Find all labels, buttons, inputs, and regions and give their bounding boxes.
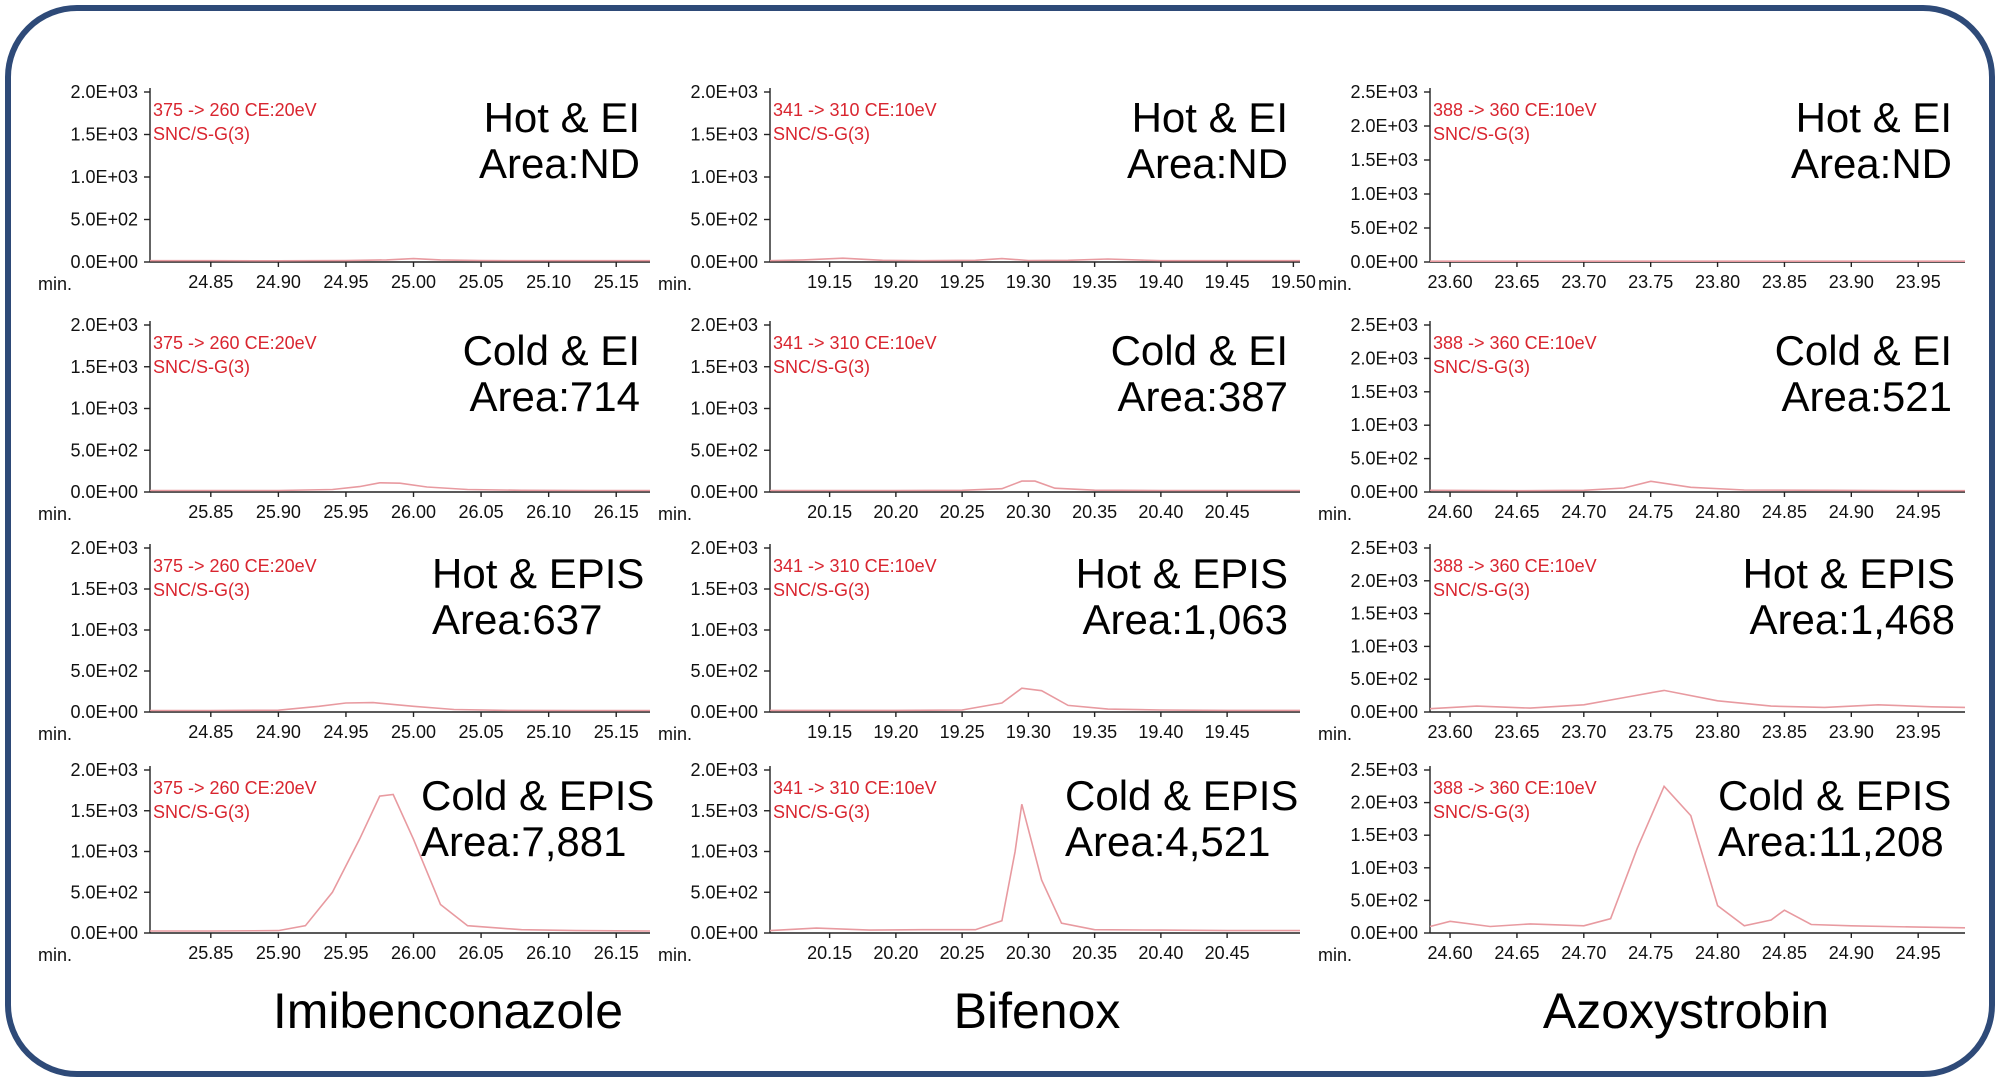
panel-2-1-x-tick-label: 25.95 — [323, 502, 369, 522]
panel-3-3-trace — [1430, 690, 1965, 708]
panel-4-1-area: Area:7,881 — [421, 818, 627, 865]
panel-4-1-y-tick-label: 1.5E+03 — [70, 800, 138, 821]
panel-4-3-x-tick-label: 24.95 — [1895, 943, 1941, 963]
panel-1-1-y-tick-label: 1.5E+03 — [70, 124, 138, 145]
panel-4-1-y-tick-label: 2.0E+03 — [70, 760, 138, 780]
panel-3-1-trace — [150, 703, 650, 711]
panel-3-3-method: SNC/S-G(3) — [1433, 580, 1531, 600]
panel-2-3-y-tick-label: 1.5E+03 — [1350, 381, 1418, 402]
compound-label-2: Bifenox — [953, 983, 1121, 1039]
panel-3-3-x-tick-label: 23.85 — [1761, 722, 1807, 742]
panel-3-3-y-tick-label: 2.0E+03 — [1350, 570, 1418, 591]
panel-3-1-x-tick-label: 24.90 — [255, 722, 301, 742]
panel-2-2-x-tick-label: 20.40 — [1138, 502, 1184, 522]
panel-3-2-condition: Hot & EPIS — [1075, 550, 1288, 597]
panel-4-2-x-tick-label: 20.30 — [1005, 943, 1051, 963]
panel-2-2-y-tick-label: 0.0E+00 — [690, 482, 758, 502]
panel-3-3-y-tick-label: 2.5E+03 — [1350, 538, 1418, 558]
compound-label-1: Imibenconazole — [272, 983, 624, 1039]
panel-2-3-x-tick-label: 24.65 — [1494, 502, 1540, 522]
panel-2-2-area: Area:387 — [1117, 373, 1288, 420]
panel-1-1-y-tick-label: 0.0E+00 — [70, 252, 138, 272]
panel-1-2-x-tick-label: 19.25 — [939, 272, 985, 292]
panel-4-2-x-tick-label: 20.15 — [807, 943, 853, 963]
panel-1-2-x-tick-label: 19.45 — [1204, 272, 1250, 292]
panel-4-3-x-tick-label: 24.80 — [1695, 943, 1741, 963]
panel-2-1 — [38, 315, 650, 524]
panel-4-1-condition: Cold & EPIS — [421, 772, 655, 819]
panel-3-2-x-tick-label: 19.45 — [1204, 722, 1250, 742]
panel-2-2-x-tick-label: 20.45 — [1204, 502, 1250, 522]
panel-4-2-x-tick-label: 20.45 — [1204, 943, 1250, 963]
panel-4-3-x-tick-label: 24.90 — [1828, 943, 1874, 963]
panel-1-1-x-tick-label: 24.95 — [323, 272, 369, 292]
panel-4-2-y-tick-label: 1.5E+03 — [690, 800, 758, 821]
panel-4-1-y-tick-label: 5.0E+02 — [70, 882, 138, 903]
panel-1-1 — [38, 82, 650, 294]
panel-2-2-trace — [770, 481, 1300, 490]
panel-2-2-x-tick-label: 20.35 — [1072, 502, 1118, 522]
panel-2-1-area: Area:714 — [469, 373, 640, 420]
panel-3-1-x-tick-label: 25.15 — [593, 722, 639, 742]
panel-3-1-y-tick-label: 1.0E+03 — [70, 620, 138, 640]
panel-3-2-x-tick-label: 19.40 — [1138, 722, 1184, 742]
panel-3-1-area: Area:637 — [432, 596, 603, 643]
panel-1-1-y-tick-label: 5.0E+02 — [70, 209, 138, 230]
panel-2-1-method: SNC/S-G(3) — [153, 357, 251, 377]
panel-4-3-x-tick-label: 24.65 — [1494, 943, 1540, 963]
panel-1-1-area: Area:ND — [478, 140, 640, 187]
panel-4-2-condition: Cold & EPIS — [1065, 772, 1299, 819]
panel-1-1-condition: Hot & EI — [483, 94, 640, 141]
panel-3-2-x-tick-label: 19.30 — [1005, 722, 1051, 742]
panel-3-2-x-tick-label: 19.15 — [807, 722, 853, 742]
panel-4-3-method: SNC/S-G(3) — [1433, 802, 1531, 822]
panel-3-3 — [1318, 538, 1965, 744]
panel-1-3-transition: 388 -> 360 CE:10eV — [1433, 100, 1597, 120]
panel-1-3-x-tick-label: 23.75 — [1628, 272, 1674, 292]
panel-3-2-y-tick-label: 1.5E+03 — [690, 579, 758, 599]
panel-3-3-y-tick-label: 1.0E+03 — [1350, 636, 1418, 657]
panel-2-3-y-tick-label: 2.0E+03 — [1350, 348, 1418, 369]
panel-4-3-condition: Cold & EPIS — [1718, 772, 1952, 819]
panel-4-1-x-tick-label: 25.90 — [255, 943, 301, 963]
panel-3-3-condition: Hot & EPIS — [1742, 550, 1955, 597]
panel-3-3-area: Area:1,468 — [1749, 596, 1955, 643]
panel-2-2 — [658, 315, 1300, 524]
panel-2-3-x-tick-label: 24.95 — [1895, 502, 1941, 522]
panel-3-1-x-tick-label: 24.85 — [188, 722, 234, 742]
panel-3-3-x-tick-label: 23.95 — [1895, 722, 1941, 742]
panel-1-3-x-tick-label: 23.80 — [1695, 272, 1741, 292]
panel-2-3-method: SNC/S-G(3) — [1433, 357, 1531, 377]
panel-1-3-method: SNC/S-G(3) — [1433, 124, 1531, 144]
panel-4-3-y-tick-label: 5.0E+02 — [1350, 890, 1418, 911]
panel-2-3-x-tick-label: 24.75 — [1628, 502, 1674, 522]
panel-2-3-y-tick-label: 0.0E+00 — [1350, 482, 1418, 502]
panel-3-1-x-tick-label: 25.05 — [458, 722, 504, 742]
panel-4-1-x-tick-label: 26.10 — [526, 943, 572, 963]
panel-2-2-x-tick-label: 20.20 — [873, 502, 919, 522]
panel-3-2-y-tick-label: 5.0E+02 — [690, 661, 758, 681]
panel-4-2-area: Area:4,521 — [1065, 818, 1271, 865]
panel-4-3 — [1318, 760, 1965, 965]
panel-1-1-x-tick-label: 25.10 — [526, 272, 572, 292]
panel-4-2-y-tick-label: 0.0E+00 — [690, 923, 758, 943]
panel-3-1-x-unit: min. — [38, 724, 73, 744]
panel-1-3-x-tick-label: 23.95 — [1895, 272, 1941, 292]
panel-3-1-method: SNC/S-G(3) — [153, 580, 251, 600]
panel-1-2-condition: Hot & EI — [1131, 94, 1288, 141]
panel-4-3-y-tick-label: 2.0E+03 — [1350, 792, 1418, 813]
panel-1-2-x-tick-label: 19.30 — [1005, 272, 1051, 292]
panel-2-3-y-tick-label: 5.0E+02 — [1350, 448, 1418, 469]
panel-3-3-y-tick-label: 1.5E+03 — [1350, 603, 1418, 624]
panel-3-2-transition: 341 -> 310 CE:10eV — [773, 556, 937, 576]
panel-1-1-y-tick-label: 1.0E+03 — [70, 167, 138, 187]
panel-3-3-x-unit: min. — [1318, 724, 1353, 744]
panel-2-3-area: Area:521 — [1781, 373, 1952, 420]
panel-1-3-y-tick-label: 2.0E+03 — [1350, 116, 1418, 136]
panel-4-1 — [38, 760, 654, 965]
panel-3-2-x-tick-label: 19.20 — [873, 722, 919, 742]
panel-1-3-condition: Hot & EI — [1795, 94, 1952, 141]
panel-2-1-x-tick-label: 26.00 — [390, 502, 437, 522]
panel-4-2-y-tick-label: 2.0E+03 — [690, 760, 758, 780]
panel-2-3-x-tick-label: 24.70 — [1561, 502, 1607, 522]
panel-4-2-x-tick-label: 20.25 — [939, 943, 985, 963]
panel-1-3-x-unit: min. — [1318, 274, 1353, 294]
panel-2-1-x-tick-label: 26.15 — [593, 502, 639, 522]
panel-2-1-x-tick-label: 26.10 — [526, 502, 572, 522]
panel-2-3-x-tick-label: 24.60 — [1427, 502, 1473, 522]
panel-2-1-x-tick-label: 25.90 — [255, 502, 301, 522]
panel-2-1-x-tick-label: 25.85 — [188, 502, 234, 522]
panel-4-1-x-tick-label: 26.00 — [390, 943, 437, 963]
panel-4-3-x-tick-label: 24.60 — [1427, 943, 1473, 963]
panel-2-3-y-tick-label: 1.0E+03 — [1350, 415, 1418, 436]
panel-2-2-transition: 341 -> 310 CE:10eV — [773, 333, 937, 353]
panel-3-3-x-tick-label: 23.60 — [1427, 722, 1473, 742]
panel-1-2 — [658, 82, 1316, 294]
panel-1-3 — [1318, 82, 1965, 294]
panel-3-2 — [658, 538, 1300, 744]
panel-3-1 — [38, 538, 650, 744]
panel-3-3-x-tick-label: 23.65 — [1494, 722, 1540, 742]
panel-1-1-method: SNC/S-G(3) — [153, 124, 251, 144]
panel-2-1-transition: 375 -> 260 CE:20eV — [153, 333, 317, 353]
panel-4-2-method: SNC/S-G(3) — [773, 802, 871, 822]
panel-3-1-x-tick-label: 24.95 — [323, 722, 369, 742]
panel-2-1-trace — [150, 483, 650, 491]
panel-2-3-x-tick-label: 24.80 — [1695, 502, 1741, 522]
panel-3-1-y-tick-label: 2.0E+03 — [70, 538, 138, 558]
panel-3-1-x-tick-label: 25.00 — [390, 722, 437, 742]
panel-1-1-transition: 375 -> 260 CE:20eV — [153, 100, 317, 120]
panel-2-1-y-tick-label: 1.5E+03 — [70, 356, 138, 377]
compound-label-3: Azoxystrobin — [1542, 983, 1830, 1039]
panel-1-3-x-tick-label: 23.65 — [1494, 272, 1540, 292]
panel-4-3-y-tick-label: 1.5E+03 — [1350, 825, 1418, 846]
panel-2-3-x-unit: min. — [1318, 504, 1353, 524]
panel-1-2-x-unit: min. — [658, 274, 693, 294]
panel-4-3-y-tick-label: 0.0E+00 — [1350, 923, 1418, 943]
panel-1-2-x-tick-label: 19.20 — [873, 272, 919, 292]
panel-1-2-y-tick-label: 1.0E+03 — [690, 167, 758, 187]
panel-2-1-y-tick-label: 2.0E+03 — [70, 315, 138, 335]
panel-4-3-y-tick-label: 1.0E+03 — [1350, 857, 1418, 878]
panel-2-2-y-tick-label: 1.0E+03 — [690, 398, 758, 419]
panel-2-2-x-tick-label: 20.15 — [807, 502, 853, 522]
panel-4-1-x-tick-label: 25.95 — [323, 943, 369, 963]
panel-2-3-y-tick-label: 2.5E+03 — [1350, 315, 1418, 335]
panel-3-2-y-tick-label: 1.0E+03 — [690, 620, 758, 640]
panel-3-2-y-tick-label: 0.0E+00 — [690, 702, 758, 722]
panel-3-2-y-tick-label: 2.0E+03 — [690, 538, 758, 558]
panel-3-1-y-tick-label: 1.5E+03 — [70, 579, 138, 599]
panel-3-3-y-tick-label: 0.0E+00 — [1350, 702, 1418, 722]
panel-1-2-area: Area:ND — [1126, 140, 1288, 187]
panel-4-2-x-unit: min. — [658, 945, 693, 965]
panel-1-2-transition: 341 -> 310 CE:10eV — [773, 100, 937, 120]
panel-2-1-y-tick-label: 5.0E+02 — [70, 440, 138, 461]
panel-4-1-y-tick-label: 0.0E+00 — [70, 923, 138, 943]
panel-2-1-y-tick-label: 0.0E+00 — [70, 482, 138, 502]
panel-4-2-transition: 341 -> 310 CE:10eV — [773, 778, 937, 798]
panel-2-2-condition: Cold & EI — [1110, 327, 1288, 374]
panel-3-3-x-tick-label: 23.80 — [1695, 722, 1741, 742]
panel-2-3-condition: Cold & EI — [1774, 327, 1952, 374]
panel-4-2-y-tick-label: 5.0E+02 — [690, 882, 758, 903]
panel-4-1-x-unit: min. — [38, 945, 73, 965]
panel-1-1-x-tick-label: 24.90 — [255, 272, 301, 292]
panel-2-3-trace — [1430, 481, 1965, 490]
panel-1-3-y-tick-label: 1.5E+03 — [1350, 150, 1418, 170]
panel-1-1-x-unit: min. — [38, 274, 73, 294]
panel-1-2-x-tick-label: 19.40 — [1138, 272, 1184, 292]
panel-3-1-y-tick-label: 5.0E+02 — [70, 661, 138, 681]
panel-3-1-transition: 375 -> 260 CE:20eV — [153, 556, 317, 576]
panel-1-1-trace — [150, 259, 650, 261]
panel-2-3 — [1318, 315, 1965, 524]
panel-4-2 — [658, 760, 1300, 965]
panel-1-2-x-tick-label: 19.35 — [1072, 272, 1118, 292]
panel-1-3-x-tick-label: 23.60 — [1427, 272, 1473, 292]
panel-3-2-trace — [770, 688, 1300, 710]
panel-1-1-y-tick-label: 2.0E+03 — [70, 82, 138, 102]
panel-2-1-x-tick-label: 26.05 — [458, 502, 504, 522]
panel-3-2-area: Area:1,063 — [1082, 596, 1288, 643]
panel-3-1-y-tick-label: 0.0E+00 — [70, 702, 138, 722]
panel-2-3-x-tick-label: 24.85 — [1761, 502, 1807, 522]
panel-3-2-method: SNC/S-G(3) — [773, 580, 871, 600]
panel-1-2-x-tick-label: 19.15 — [807, 272, 853, 292]
panel-1-1-x-tick-label: 25.15 — [593, 272, 639, 292]
panel-4-2-x-tick-label: 20.20 — [873, 943, 919, 963]
panel-4-1-transition: 375 -> 260 CE:20eV — [153, 778, 317, 798]
panel-4-3-y-tick-label: 2.5E+03 — [1350, 760, 1418, 780]
panel-1-3-x-tick-label: 23.70 — [1561, 272, 1607, 292]
panel-4-1-y-tick-label: 1.0E+03 — [70, 841, 138, 862]
panel-2-2-method: SNC/S-G(3) — [773, 357, 871, 377]
panel-2-2-y-tick-label: 5.0E+02 — [690, 440, 758, 461]
panel-2-2-y-tick-label: 2.0E+03 — [690, 315, 758, 335]
panel-3-2-x-tick-label: 19.35 — [1072, 722, 1118, 742]
panel-4-3-x-unit: min. — [1318, 945, 1353, 965]
panel-1-3-x-tick-label: 23.85 — [1761, 272, 1807, 292]
panel-3-3-x-tick-label: 23.90 — [1828, 722, 1874, 742]
panel-2-1-condition: Cold & EI — [462, 327, 640, 374]
panel-4-3-area: Area:11,208 — [1718, 818, 1944, 865]
panel-4-2-x-tick-label: 20.35 — [1072, 943, 1118, 963]
panel-2-2-x-tick-label: 20.25 — [939, 502, 985, 522]
panel-2-3-x-tick-label: 24.90 — [1828, 502, 1874, 522]
panel-1-1-x-tick-label: 25.05 — [458, 272, 504, 292]
panel-4-1-x-tick-label: 25.85 — [188, 943, 234, 963]
panel-4-3-x-tick-label: 24.75 — [1628, 943, 1674, 963]
panel-3-2-x-unit: min. — [658, 724, 693, 744]
panel-2-3-transition: 388 -> 360 CE:10eV — [1433, 333, 1597, 353]
panel-3-2-x-tick-label: 19.25 — [939, 722, 985, 742]
panel-1-2-y-tick-label: 1.5E+03 — [690, 124, 758, 145]
panel-3-3-x-tick-label: 23.70 — [1561, 722, 1607, 742]
panel-3-3-y-tick-label: 5.0E+02 — [1350, 669, 1418, 690]
panel-1-3-y-tick-label: 1.0E+03 — [1350, 184, 1418, 204]
panel-4-3-x-tick-label: 24.70 — [1561, 943, 1607, 963]
panel-3-3-x-tick-label: 23.75 — [1628, 722, 1674, 742]
panel-3-1-x-tick-label: 25.10 — [526, 722, 572, 742]
panel-2-2-x-tick-label: 20.30 — [1005, 502, 1051, 522]
panel-3-3-transition: 388 -> 360 CE:10eV — [1433, 556, 1597, 576]
panel-1-1-x-tick-label: 24.85 — [188, 272, 234, 292]
panel-2-2-x-unit: min. — [658, 504, 693, 524]
panel-2-1-x-unit: min. — [38, 504, 73, 524]
panel-1-3-y-tick-label: 2.5E+03 — [1350, 82, 1418, 102]
panel-1-1-x-tick-label: 25.00 — [390, 272, 437, 292]
panel-1-2-trace — [770, 258, 1300, 261]
panel-1-3-y-tick-label: 0.0E+00 — [1350, 252, 1418, 272]
panel-1-2-y-tick-label: 2.0E+03 — [690, 82, 758, 102]
panel-1-3-y-tick-label: 5.0E+02 — [1350, 218, 1418, 238]
panel-4-1-x-tick-label: 26.05 — [458, 943, 504, 963]
panel-1-2-y-tick-label: 5.0E+02 — [690, 209, 758, 230]
panel-2-1-y-tick-label: 1.0E+03 — [70, 398, 138, 419]
panel-1-3-area: Area:ND — [1790, 140, 1952, 187]
panel-4-3-transition: 388 -> 360 CE:10eV — [1433, 778, 1597, 798]
panel-1-2-method: SNC/S-G(3) — [773, 124, 871, 144]
panel-1-2-x-tick-label: 19.50 — [1270, 272, 1316, 292]
panel-1-2-y-tick-label: 0.0E+00 — [690, 252, 758, 272]
panel-4-1-x-tick-label: 26.15 — [593, 943, 639, 963]
panel-4-1-method: SNC/S-G(3) — [153, 802, 251, 822]
panel-4-2-y-tick-label: 1.0E+03 — [690, 841, 758, 862]
panel-1-3-x-tick-label: 23.90 — [1828, 272, 1874, 292]
panel-2-2-y-tick-label: 1.5E+03 — [690, 356, 758, 377]
panel-3-1-condition: Hot & EPIS — [432, 550, 645, 597]
panel-4-3-x-tick-label: 24.85 — [1761, 943, 1807, 963]
panel-4-2-x-tick-label: 20.40 — [1138, 943, 1184, 963]
